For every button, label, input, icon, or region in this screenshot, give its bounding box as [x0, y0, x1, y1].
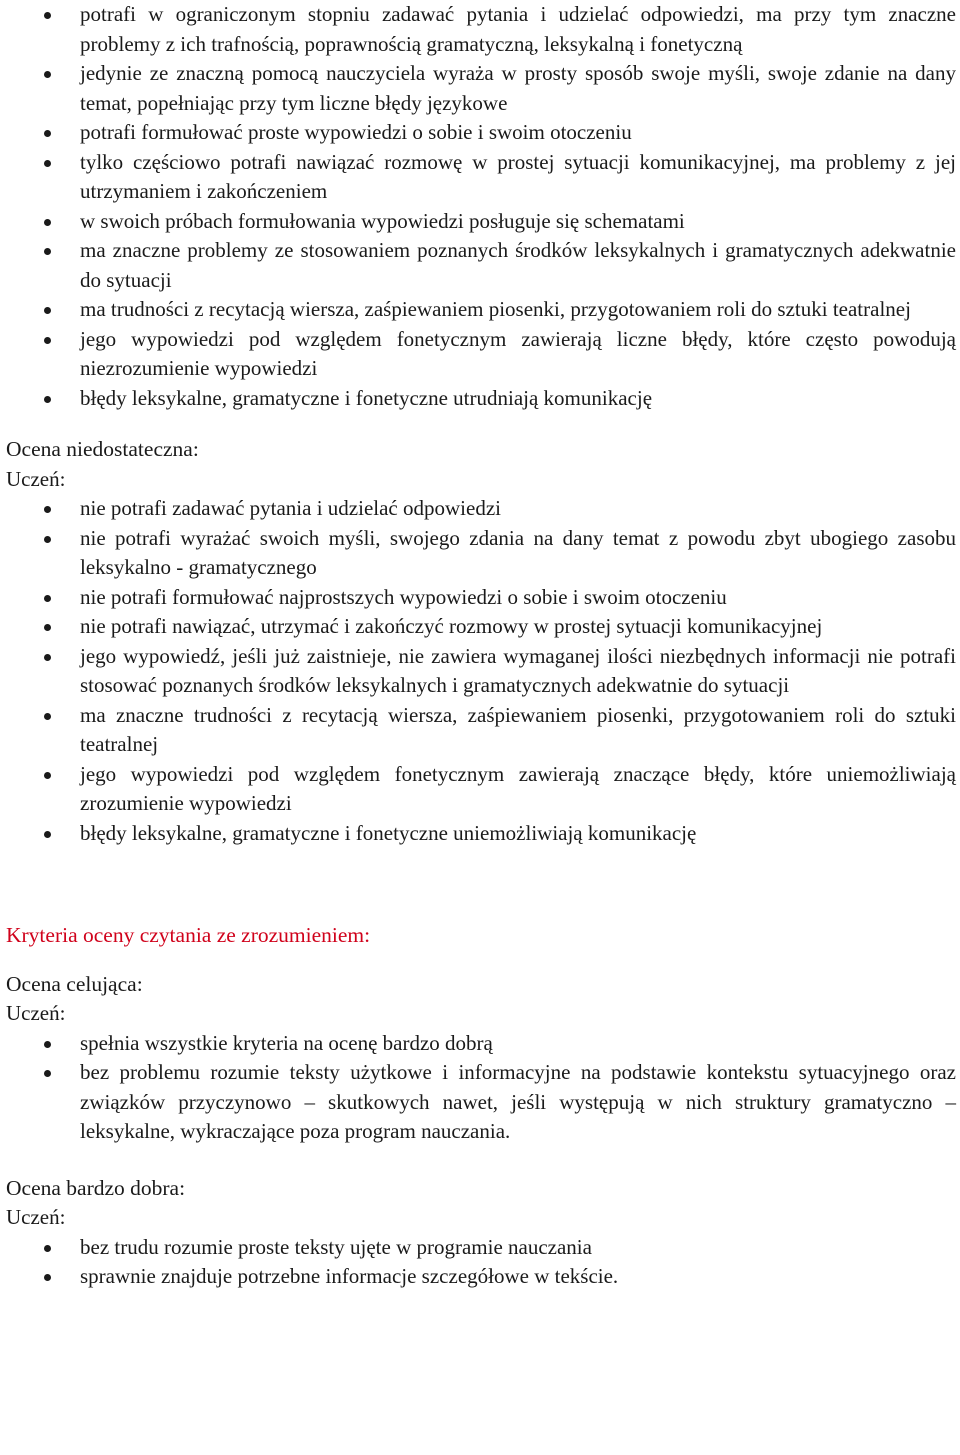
bullet-icon	[44, 160, 51, 167]
list-item	[6, 1058, 956, 1147]
list-item	[6, 384, 956, 414]
list-item	[6, 760, 956, 819]
bullet-icon	[44, 1070, 51, 1077]
list-item	[6, 236, 956, 295]
bullet-icon	[44, 713, 51, 720]
bullet-icon	[44, 12, 51, 19]
bullet-icon	[44, 1041, 51, 1048]
list-item	[6, 701, 956, 760]
list-item-text: potrafi w ograniczonym stopniu zadawać pytania i udzielać odpowiedzi, ma przy tym znaczne problemy z ich trafnością, poprawnością gramatyczną, leksykalną i fonetyczną	[80, 2, 956, 56]
list-item-text: potrafi formułować proste wypowiedzi o sobie i swoim otoczeniu	[80, 120, 632, 144]
bullet-icon	[44, 624, 51, 631]
list-item	[6, 583, 956, 613]
bullet-icon	[44, 71, 51, 78]
bullet-icon	[44, 654, 51, 661]
list-item-text: jego wypowiedź, jeśli już zaistnieje, nie zawiera wymaganej ilości niezbędnych informacji nie potrafi stosować poznanych środków leksykalnych i gramatycznych adekwatnie do sytuacji	[80, 643, 956, 697]
student-label: Uczeń:	[6, 466, 66, 491]
student-label: Uczeń:	[6, 1205, 66, 1229]
list-item	[6, 642, 956, 701]
bullet-icon	[44, 536, 51, 543]
grade-heading-niedostateczna: Ocena niedostateczna:	[6, 437, 199, 461]
bullet-icon	[44, 396, 51, 403]
bullet-list-celujaca	[6, 1029, 956, 1147]
list-item	[6, 207, 956, 237]
list-item-text: ma znaczne trudności z recytacją wiersza, zaśpiewaniem piosenki, przygotowaniem roli do sztuki teatralnej	[80, 702, 956, 756]
bullet-icon	[44, 1245, 51, 1252]
bullet-icon	[44, 1274, 51, 1281]
list-item-text: nie potrafi formułować najprostszych wypowiedzi o sobie i swoim otoczeniu	[80, 584, 727, 609]
bullet-list-top	[6, 0, 956, 413]
criteria-title: Kryteria oceny czytania ze zrozumieniem:	[6, 923, 371, 947]
list-item-text: bez problemu rozumie teksty użytkowe i informacyjne na podstawie kontekstu sytuacyjnego oraz związków przyczynowo – skutkowych nawet, jeśli występują w nich struktury gramatyczno – leksykalne, wykraczające poza program nauczania.	[80, 1060, 956, 1143]
bullet-icon	[44, 307, 51, 314]
bullet-list-bardzo-dobra	[6, 1233, 956, 1292]
list-item	[6, 148, 956, 207]
list-item-text: tylko częściowo potrafi nawiązać rozmowę w prostej sytuacji komunikacyjnej, ma problemy z jej utrzymaniem i zakończeniem	[80, 149, 956, 203]
bullet-icon	[44, 772, 51, 779]
list-item-text: jedynie ze znaczną pomocą nauczyciela wyraża w prosty sposób swoje myśli, swoje zdanie na dany temat, popełniając przy tym liczne błędy językowe	[80, 61, 956, 115]
list-item	[6, 524, 956, 583]
list-item-text: ma znaczne problemy ze stosowaniem poznanych środków leksykalnych i gramatycznych adekwatnie do sytuacji	[80, 238, 956, 292]
list-item-text: jego wypowiedzi pod względem fonetycznym zawierają znaczące błędy, które uniemożliwiają zrozumienie wypowiedzi	[80, 761, 956, 815]
list-item	[6, 295, 956, 325]
list-item-text: błędy leksykalne, gramatyczne i fonetyczne uniemożliwiają komunikację	[80, 820, 697, 845]
list-item-text: nie potrafi wyrażać swoich myśli, swojego zdania na dany temat z powodu zbyt ubogiego zasobu leksykalno - gramatycznego	[80, 525, 956, 579]
list-item-text: nie potrafi nawiązać, utrzymać i zakończyć rozmowy w prostej sytuacji komunikacyjnej	[80, 614, 823, 638]
bullet-icon	[44, 506, 51, 513]
list-item	[6, 819, 956, 849]
list-item-text: sprawnie znajduje potrzebne informacje szczegółowe w tekście.	[80, 1264, 619, 1288]
list-item-text: bez trudu rozumie proste teksty ujęte w programie nauczania	[80, 1234, 592, 1259]
list-item	[6, 494, 956, 524]
list-item-text: nie potrafi zadawać pytania i udzielać odpowiedzi	[80, 496, 501, 520]
list-item-text: jego wypowiedzi pod względem fonetycznym zawierają liczne błędy, które często powodują niezrozumienie wypowiedzi	[80, 326, 956, 380]
grade-heading-bardzo-dobra: Ocena bardzo dobra:	[6, 1175, 186, 1200]
bullet-icon	[44, 130, 51, 137]
list-item	[6, 325, 956, 384]
bullet-list-niedostateczna	[6, 494, 956, 848]
list-item	[6, 612, 956, 642]
grade-heading-celujaca: Ocena celująca:	[6, 971, 143, 996]
bullet-icon	[44, 831, 51, 838]
list-item-text: w swoich próbach formułowania wypowiedzi posługuje się schematami	[80, 208, 685, 233]
list-item	[6, 59, 956, 118]
list-item	[6, 1233, 956, 1263]
bullet-icon	[44, 595, 51, 602]
list-item-text: ma trudności z recytacją wiersza, zaśpiewaniem piosenki, przygotowaniem roli do sztuki teatralnej	[80, 297, 911, 321]
bullet-icon	[44, 248, 51, 255]
list-item	[6, 1262, 956, 1292]
list-item	[6, 118, 956, 148]
list-item-text: błędy leksykalne, gramatyczne i fonetyczne utrudniają komunikację	[80, 385, 653, 410]
bullet-icon	[44, 219, 51, 226]
bullet-icon	[44, 337, 51, 344]
list-item	[6, 0, 956, 59]
list-item-text: spełnia wszystkie kryteria na ocenę bardzo dobrą	[80, 1030, 493, 1055]
student-label: Uczeń:	[6, 1001, 66, 1025]
list-item	[6, 1029, 956, 1059]
